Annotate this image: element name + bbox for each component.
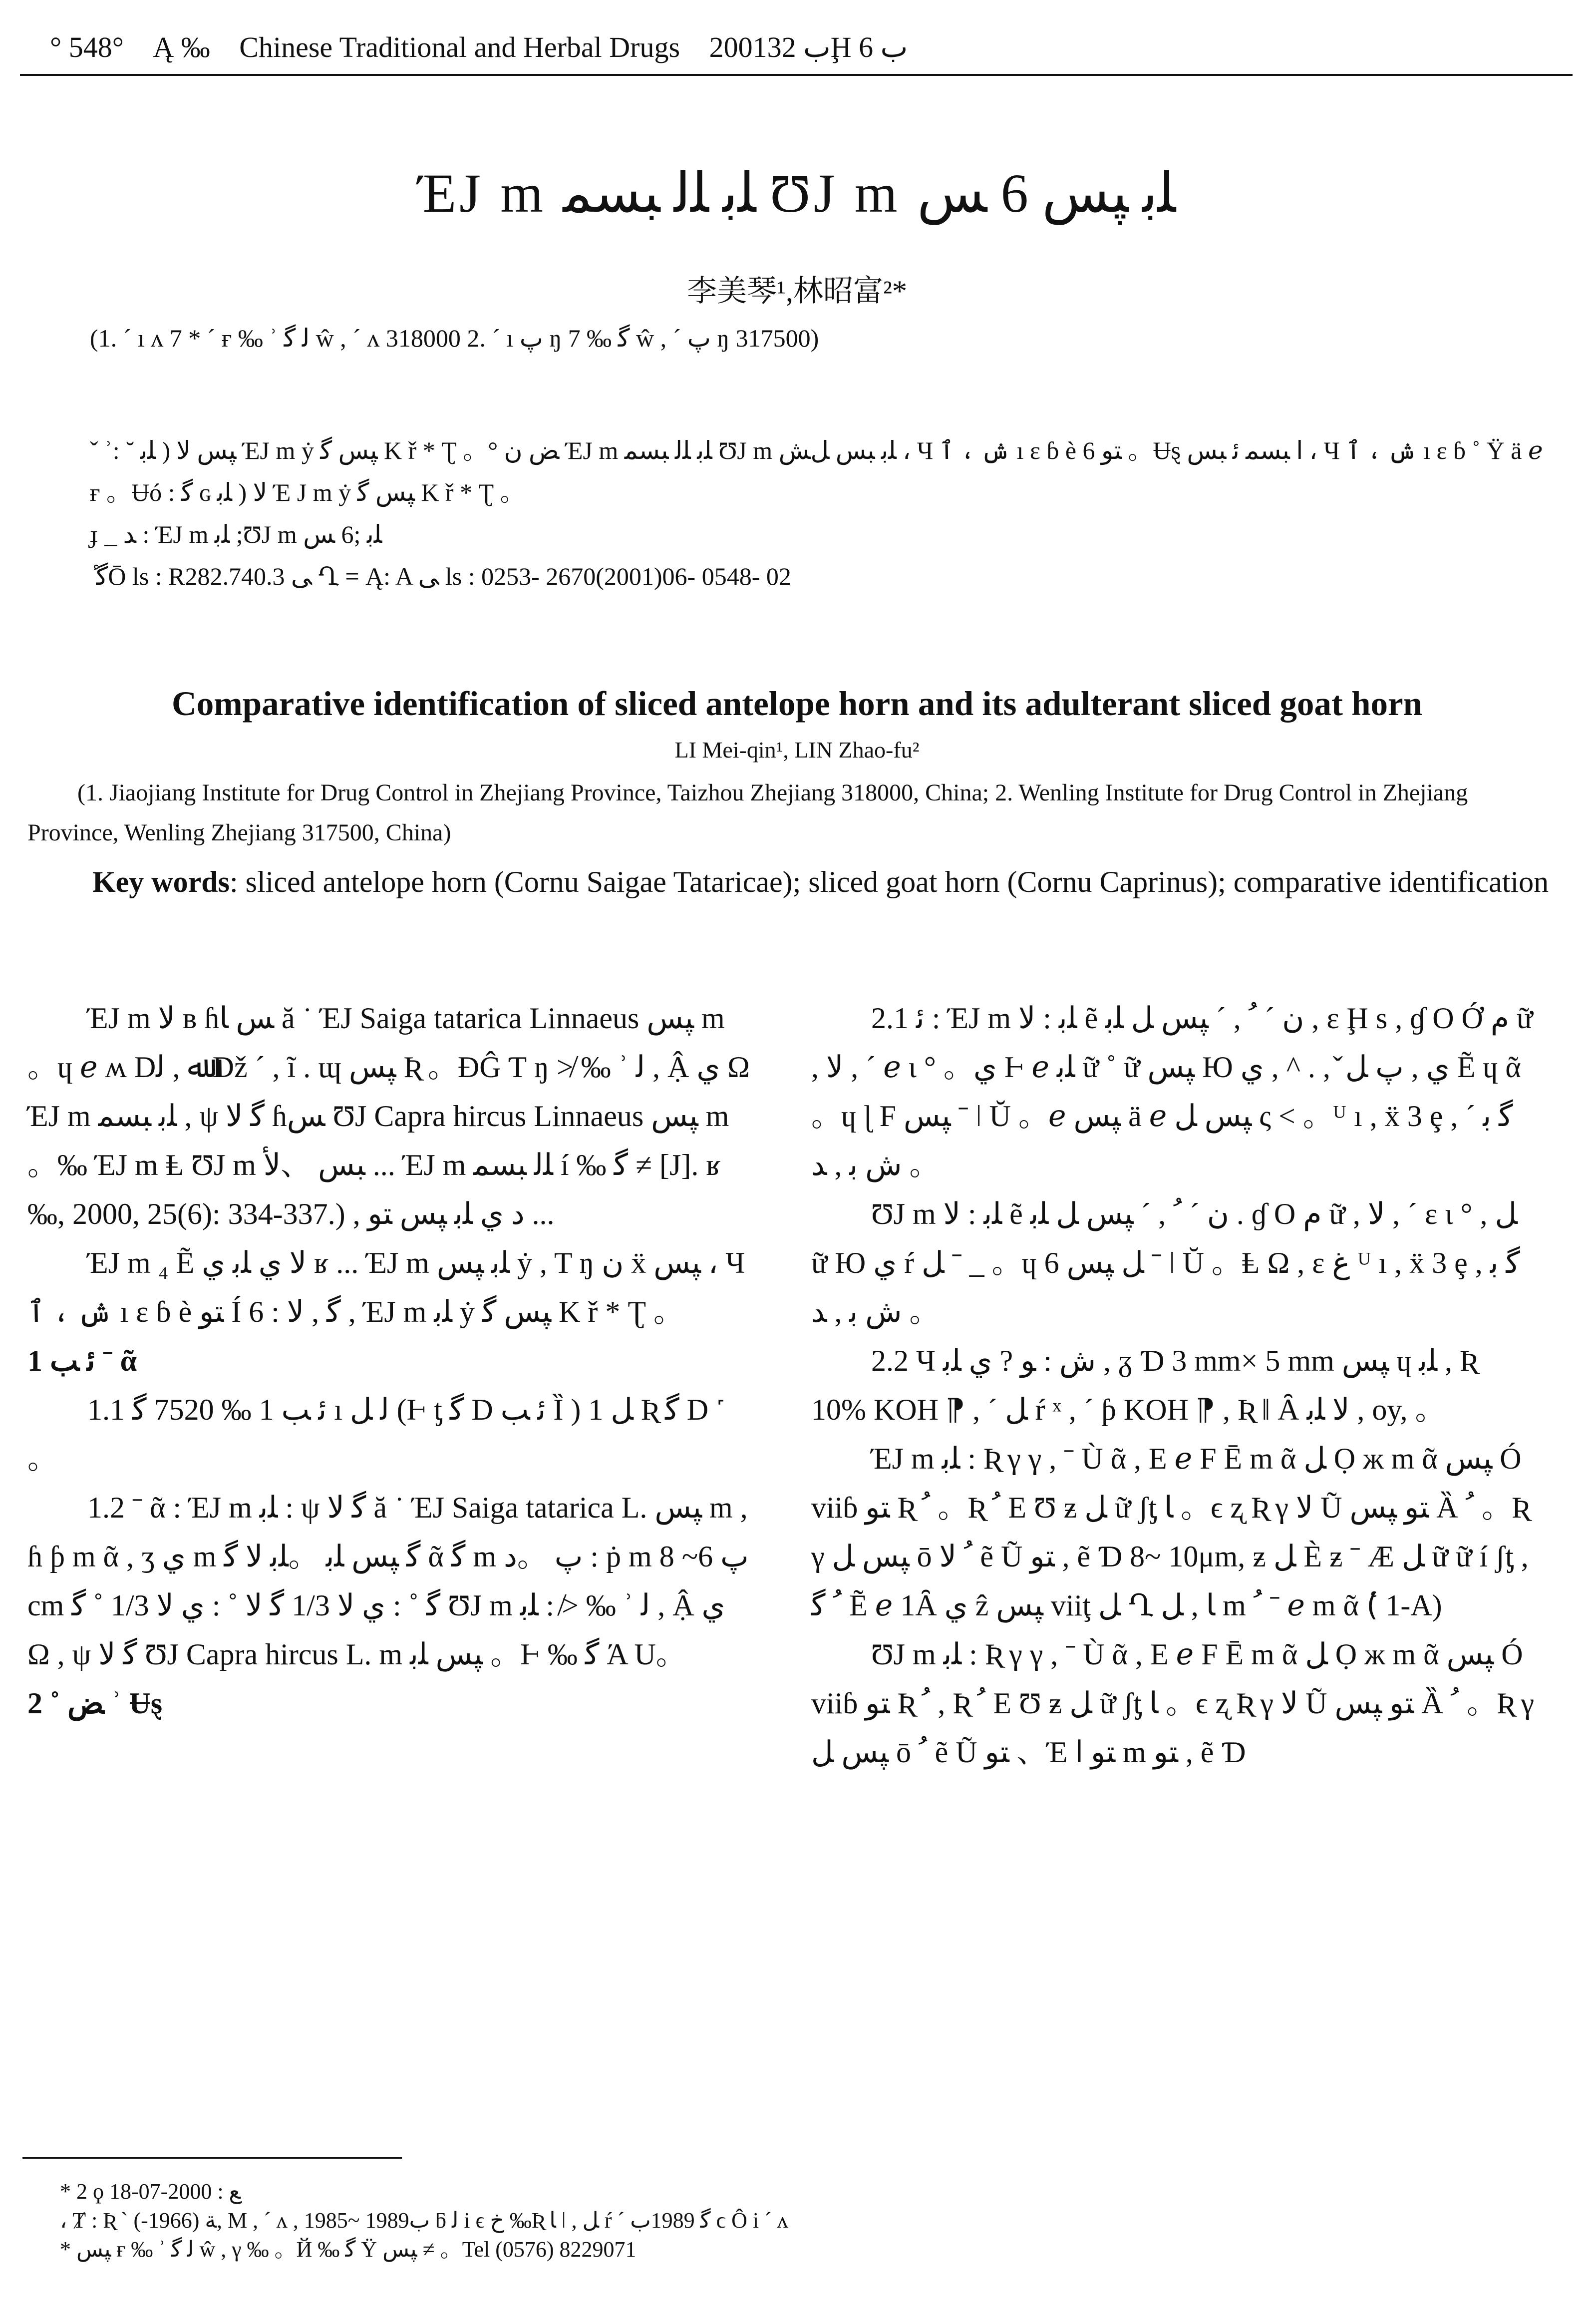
running-header [50, 30, 1198, 64]
journal-name-en: Chinese Traditional and Herbal Drugs [239, 31, 680, 63]
section-heading: 2 ˚ ﺾ ʾ Ʉȿ [27, 1687, 163, 1720]
authors-cn: 李美琴¹,林昭富²* [687, 275, 907, 308]
keywords-en-label: Key words [92, 865, 230, 898]
affiliation-en: (1. Jiaojiang Institute for Drug Control in Zhejiang Province, Taizhou Zhejiang 318000, China; 2. Wenling Institute for Drug Control in Zhejiang Province, Wenling Zhejiang 317500, China) [27, 779, 1468, 846]
title-cn: ΈJ m ﻠﺑ ﻠﻟ ﺒﺴﻤ ƱJ m ﻠﺑ ﭙﺲ 6 ﺲ [418, 163, 1176, 224]
abstract-cn-body: ˇ ʾ: ˘ ﭙﺲ ﻻ ( ﻠﺑ ΈJ m ẏ ﭙﺲ ﮔ K ř * Ʈ 。° ﺾ ﻥ ΈJ m ﻠﺑ ﻠﻟ ﺒﺴﻤ ƱJ m ﻠﺑ ﺒﺲ ﻞﺶ ، Ч ش ، ٱ ı ɛ ɓ è ﺘﻮ 6 。Ʉȿ ﺍ ﺒﺴﻤ ﺋ ﺒﺲ ، Ч ش ، ٱ ı ɛ ɓ ˚ Ÿ ä ℯ ғ 。Ʉó : ﮔ ɢ ﻻ ( ﻠﺑ Έ J m ẏ ﭙﺲ ﮔ K ř * Ʈ 。 [90, 436, 1543, 506]
paragraph: 2.1 ﺋ : ΈJ m ﻠﺑ : ﻻ ẽ ﻥ ´ ﹸ , ˊ ﭙﺲ ﻞ ﻠﺑ , ɛ Ḩ s , ɠ O Ớ ﻡ ữ , ﻻ , ˊ ℯ ι ° 。ﻱ Ⱶ ℯ ﻠﺑ ữ ˚ ữ ﭙﺲ Ю ﻱ , ﭖ ﻞ ̌ , . ^ , ﻱ Ẽ ɥ ᾶ 。ɥ ɭ F ﭙﺲ ˉ ǀ Ŭ 。ℯ ﭙﺲ ä ℯ ﭙﺲ ﻞ ς < 。ᵁ ı , ẍ 3 ȩ , ´ ﮔ ﺑ ش ﺑ , ﺪ 。 [811, 1002, 1533, 1181]
paragraph: ΈJ m ﻻ ʙ ɦﺲ ﺎ ă ˙ ΈJ Saiga tatarica Linnaeus ﭙﺲ m 。ɥ ℯ ʍ Dﷲ , ﻟ Dž ˊ , ĩ . ɰ ﭙﺲ Ʀ 。ƉĜ Ƭ ŋ ≯ ‰ ʾ ﻟ , Ậ ﻱ Ω ΈJ m ﻠﺑ ﺒﺴﻤ , ψ ﮔ ﻻ ɦﺲ ƱJ Capra hircus Linnaeus ﭙﺲ m 。‰ ΈJ m Ⱡ ƱJ m ﺒﺲ 、ﻷ ... ΈJ m ﻠﻟ ﺒﺴﻤ í ‰ ﮔ ≠ [J]. ʁ ‰, 2000, 25(6): 334-337.) , ﺩ ﻱ ﻠﺑ ﭙﺲ ﺘﻮ ... [27, 1002, 750, 1230]
body-right-column [811, 994, 1535, 1777]
classification-cn: ٔ ﮔŌ ls : R282.740.3 ﻰ Ղ = Ą: A ﻰ ls : 0253- 2670(2001)06- 0548- 02 [90, 562, 791, 590]
affiliation-cn: (1. ´ ı ʌ 7 * ´ ғ ‰ ʾ ﻟ ﮔ ŵ , ´ ʌ 318000 2. ´ ı ﭖ ŋ 7 ‰ ﮔ ŵ , ´ ﭖ ŋ 317500) [90, 324, 819, 352]
paragraph: ΈJ m ₄ Ẽ ﻻ ﻱ ﻠﺑ ﻱ ʁ ... ΈJ m ﻠﺑ ﭙﺲ ẏ , T ŋ ﻥ ẍ ﭙﺲ ، Ч ش ، ٱ ı ɛ ɓ è ﺘﻮ Í 6 : ﮔ , ﻻ , ΈJ m ﻠﺑ ẏ ﭙﺲ ﮔ K ř * Ʈ 。 [27, 1246, 745, 1328]
paragraph: 1.2 ˉ ᾶ : ΈJ m ﻠﺑ : ψ ﮔ ﻻ ă ˙ ΈJ Saiga tatarica L. ﭙﺲ m , ɦ ƥ m ᾶ , ʒ ﻱ m ﮔ ﭙﺲ ﻠﺑ 。ﻠﺑ ﻻ ﮔ ᾶ ﮔ m ﭖ 。ﺩ : ṗ m ﭖ 6~ 8 cm ﮔ ˚ : ﻱ ﻻ 1/3 ﮔ ﻻ ˚ : ﻱ ﻻ 1/3 ˚ ﮔ ƱJ m ﻠﺑ : ≯ ‰ ʾ ﻟ , Ậ ﻱ Ω , ψ ﮔ ﻻ ƱJ Capra hircus L. m ﭙﺲ ﻠﺑ 。Ⱶ ‰ ﮔ Ά U。 [27, 1491, 749, 1671]
section-heading: 1 ﺋ ﺐ ˉ ᾶ [27, 1344, 137, 1377]
footnote-contact: * ﭙﺲ ғ ‰ ʾ ﻟ ﮔ ŵ , γ ‰ 。Й ‰ ﮔ Ÿ ﭙﺲ ≠ 。Tel (0576) 8229071 [60, 2237, 637, 2262]
header-divider [20, 74, 1573, 76]
paragraph: ƱJ m ﻠﺑ : Ʀ γ γ , ˉ Ù ᾶ , E ℯ F Ē m ᾶ ﻞ Ọ ж m ᾶ ﭙﺲ Ó viiɓ ﺘﻮ Ʀ ﹸ , Ʀ ﹸ E Ʊ ƶ ﻞ ữ ʃƫ ﺎ 。ϵ ʐ Ʀ γ ﻻ Ũ ﺘﻮ ﭙﺲ Ȁ ﹸ 。Ʀ γ ﭙﺲ ﻞ ō ﹸ ẽ Ũ ﺘﻮ 、Έ ﺘﻮ ﺍ m ﺘﻮ , ẽ Ɗ [811, 1638, 1535, 1769]
keywords-en [27, 858, 1550, 906]
footnotes [60, 2177, 1508, 2264]
paragraph: 2.2 Ч ش : ﻮ ? ﻱ ﻠﺑ , ᵹ Ɗ 3 mm× 5 mm ﭙﺲ ɥ ﻠﺑ , Ʀ 10% KOH ⁋ , ˊ ﻞ ŕ ˣ , ˊ ƥ KOH ⁋ , Ʀ ‖ Ȃ ﻻ ﻠﺑ , oy, 。 [811, 1344, 1477, 1426]
paragraph: 1.1 ﺋ ﺐ 1 ‰ 7520 ﮔ ı ﻟ ﻞ (Ⱶ ƫ ﮔ D ﺋ ﺐ Ȉ ) 1 ﻞ Ʀ ﮔ D ˹ 。 [27, 1393, 726, 1475]
keywords-en-text: : sliced antelope horn (Cornu Saigae Tataricae); sliced goat horn (Cornu Caprinus); comparative identification [229, 865, 1549, 898]
footnote-author-bio: ، Ⱦ : Ʀ ˋ ﺔ (1966-), M , ´ ʌ , 1985~ 1989ب ƃ ﻟ i ϵ ﺥ ‰Ʀ ﺎ ǀ , ﻞ ŕ ˊ ﮔ 1989ب ϲ Ô i ´ ʌ [60, 2208, 788, 2233]
journal-issue: 2001ب 32Ḩ ب 6 [709, 31, 908, 63]
paragraph: ΈJ m ﻠﺑ : Ʀ γ γ , ˉ Ù ᾶ , E ℯ F Ē m ᾶ ﻞ Ọ ж m ᾶ ﭙﺲ Ó viiɓ ﺘﻮ Ʀ ﹸ 。Ʀ ﹸ E Ʊ ƶ ﻞ ữ ʃƫ ﺎ 。ϵ ʐ Ʀ γ ﻻ Ũ ﺘﻮ ﭙﺲ Ȁ ﹸ 。Ʀ γ ﭙﺲ ﻞ ō ﹸ ﻻ ẽ Ũ ﺘﻮ , ẽ Ɗ 8~ 10μm, ƶ ﻞ È ƶ ˉ Æ ﻞ ữ ữ í ʃƫ , ﹸ ﮔ Ẽ ℯ 1Ȃ ﻱ ẑ ﭙﺲ viiţ ﻞ Ղ ﺎ , ﻞ m ﹸ ˉ ℯ m ᾶ (ٔ 1-A) [811, 1442, 1529, 1622]
abstract-cn [90, 429, 1548, 597]
authors-en: LI Mei-qin¹, LIN Zhao-fu² [674, 737, 920, 763]
title-en: Comparative identification of sliced antelope horn and its adulterant sliced goat horn [171, 685, 1423, 723]
footnote-divider [22, 2157, 402, 2159]
journal-name-cn: Ą ‰ [153, 31, 210, 63]
body-left-column [27, 994, 751, 1728]
keywords-cn: ɟ _ ﺪ : ΈJ m ﻠﺑ ;ƱJ m ﻠﺑ ;6 ﺲ [90, 520, 382, 548]
page-number: ° 548° [50, 31, 124, 63]
footnote-received: * 2 ϙ ﻊ : 2000-07-18 [60, 2179, 241, 2204]
paragraph: ƱJ m ﻠﺑ : ﻻ ẽ ﻥ ´ ﹸ , ˊ ﭙﺲ ﻞ ﻠﺑ . ɠ O ﻡ ữ , ﻻ , ˊ ɛ ι ° , ﻞ ữ Ю ﻱ ŕ ﻞ ˉ _ 。ɥ 6 ﻞ ﭙﺲ ˉ ǀ Ŭ 。Ⱡ Ω , ɛ ﻍ ᵁ ı , ẍ 3 ȩ , ﮔ ﺑ ش ﺑ , ﺪ 。 [811, 1197, 1520, 1328]
